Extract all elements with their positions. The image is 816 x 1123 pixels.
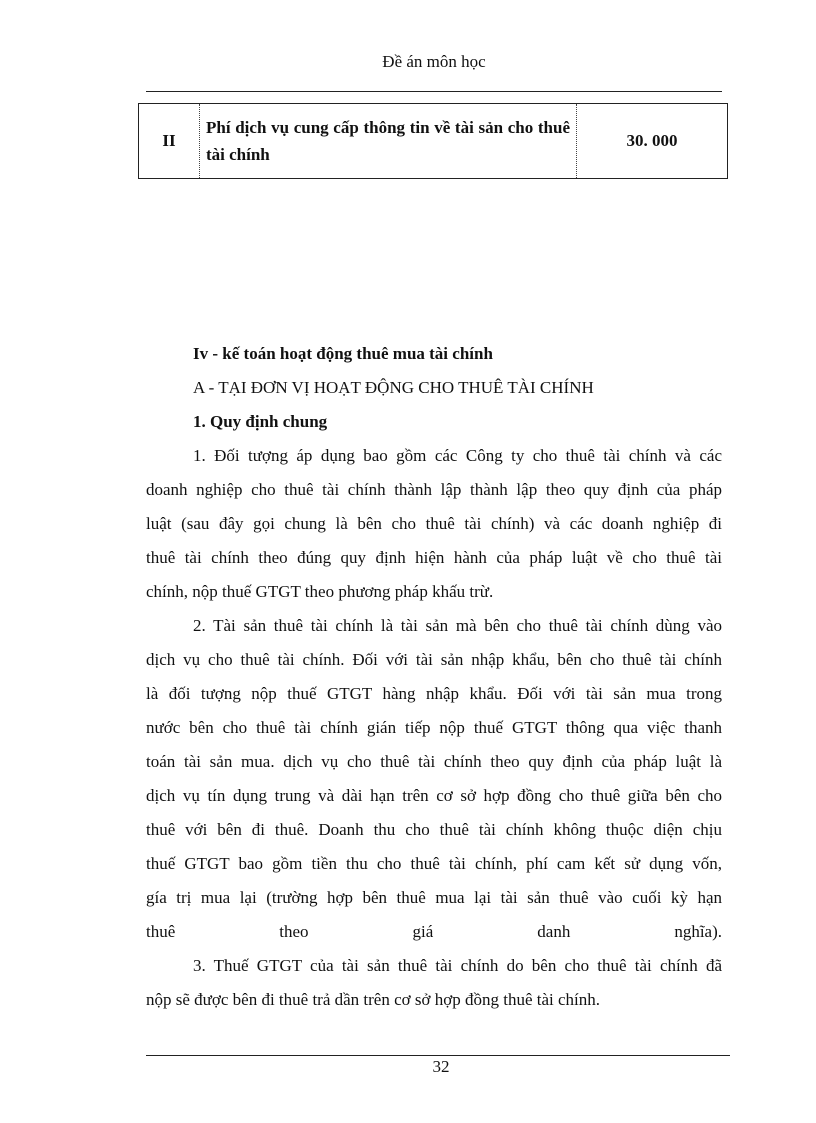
paragraph-line: dịch vụ tín dụng trung và dài hạn trên cơ sở hợp đồng cho thuê giữa bên cho xyxy=(146,786,722,805)
paragraph-line: thuê theo giá danh nghĩa). xyxy=(146,922,722,941)
row-description: Phí dịch vụ cung cấp thông tin về tài sản cho thuê tài chính xyxy=(200,104,577,179)
paragraph-line: toán tài sản mua. dịch vụ cho thuê tài chính theo quy định của pháp luật là xyxy=(146,752,722,771)
paragraph-line: nộp sẽ được bên đi thuê trả dần trên cơ sở hợp đồng thuê tài chính. xyxy=(146,990,601,1009)
section-subheading: A - TẠI ĐƠN VỊ HOẠT ĐỘNG CHO THUÊ TÀI CHÍNH xyxy=(193,378,594,397)
paragraph-line: là đối tượng nộp thuế GTGT hàng nhập khẩu. Đối với tài sản mua trong xyxy=(146,684,722,703)
paragraph-line: thuê với bên đi thuê. Doanh thu cho thuê tài chính không thuộc diện chịu xyxy=(146,820,722,839)
page-header-title: Đề án môn học xyxy=(382,52,486,71)
paragraph-line: 1. Đối tượng áp dụng bao gồm các Công ty cho thuê tài chính và các xyxy=(193,446,722,465)
paragraph-line: dịch vụ cho thuê tài chính. Đối với tài sản nhập khẩu, bên cho thuê tài chính xyxy=(146,650,722,669)
paragraph-line: 2. Tài sản thuê tài chính là tài sản mà bên cho thuê tài chính dùng vào xyxy=(193,616,722,635)
paragraph-line: doanh nghiệp cho thuê tài chính thành lập thành lập theo quy định của pháp xyxy=(146,480,722,499)
footer-divider xyxy=(146,1055,730,1056)
header-divider xyxy=(146,91,722,92)
row-index: II xyxy=(139,104,200,179)
paragraph-line: chính, nộp thuế GTGT theo phương pháp khấu trừ. xyxy=(146,582,494,601)
section-heading: Iv - kế toán hoạt động thuê mua tài chính xyxy=(193,344,493,363)
subsection-heading: 1. Quy định chung xyxy=(193,412,328,431)
table-row xyxy=(139,104,728,179)
paragraph-line: luật (sau đây gọi chung là bên cho thuê tài chính) và các doanh nghiệp đi xyxy=(146,514,722,533)
fee-table xyxy=(138,103,728,179)
paragraph-line: thuê tài chính theo đúng quy định hiện hành của pháp luật về cho thuê tài xyxy=(146,548,722,567)
paragraph-line: thuế GTGT bao gồm tiền thu cho thuê tài chính, phí cam kết sử dụng vốn, xyxy=(146,854,722,873)
row-amount: 30. 000 xyxy=(626,131,678,150)
page-number: 32 xyxy=(432,1057,450,1076)
paragraph-line: nước bên cho thuê tài chính gián tiếp nộp thuế GTGT thông qua việc thanh xyxy=(146,718,722,737)
paragraph-line: 3. Thuế GTGT của tài sản thuê tài chính do bên cho thuê tài chính đã xyxy=(193,956,722,975)
paragraph-line: gía trị mua lại (trường hợp bên thuê mua lại tài sản thuê vào cuối kỳ hạn xyxy=(146,888,722,907)
